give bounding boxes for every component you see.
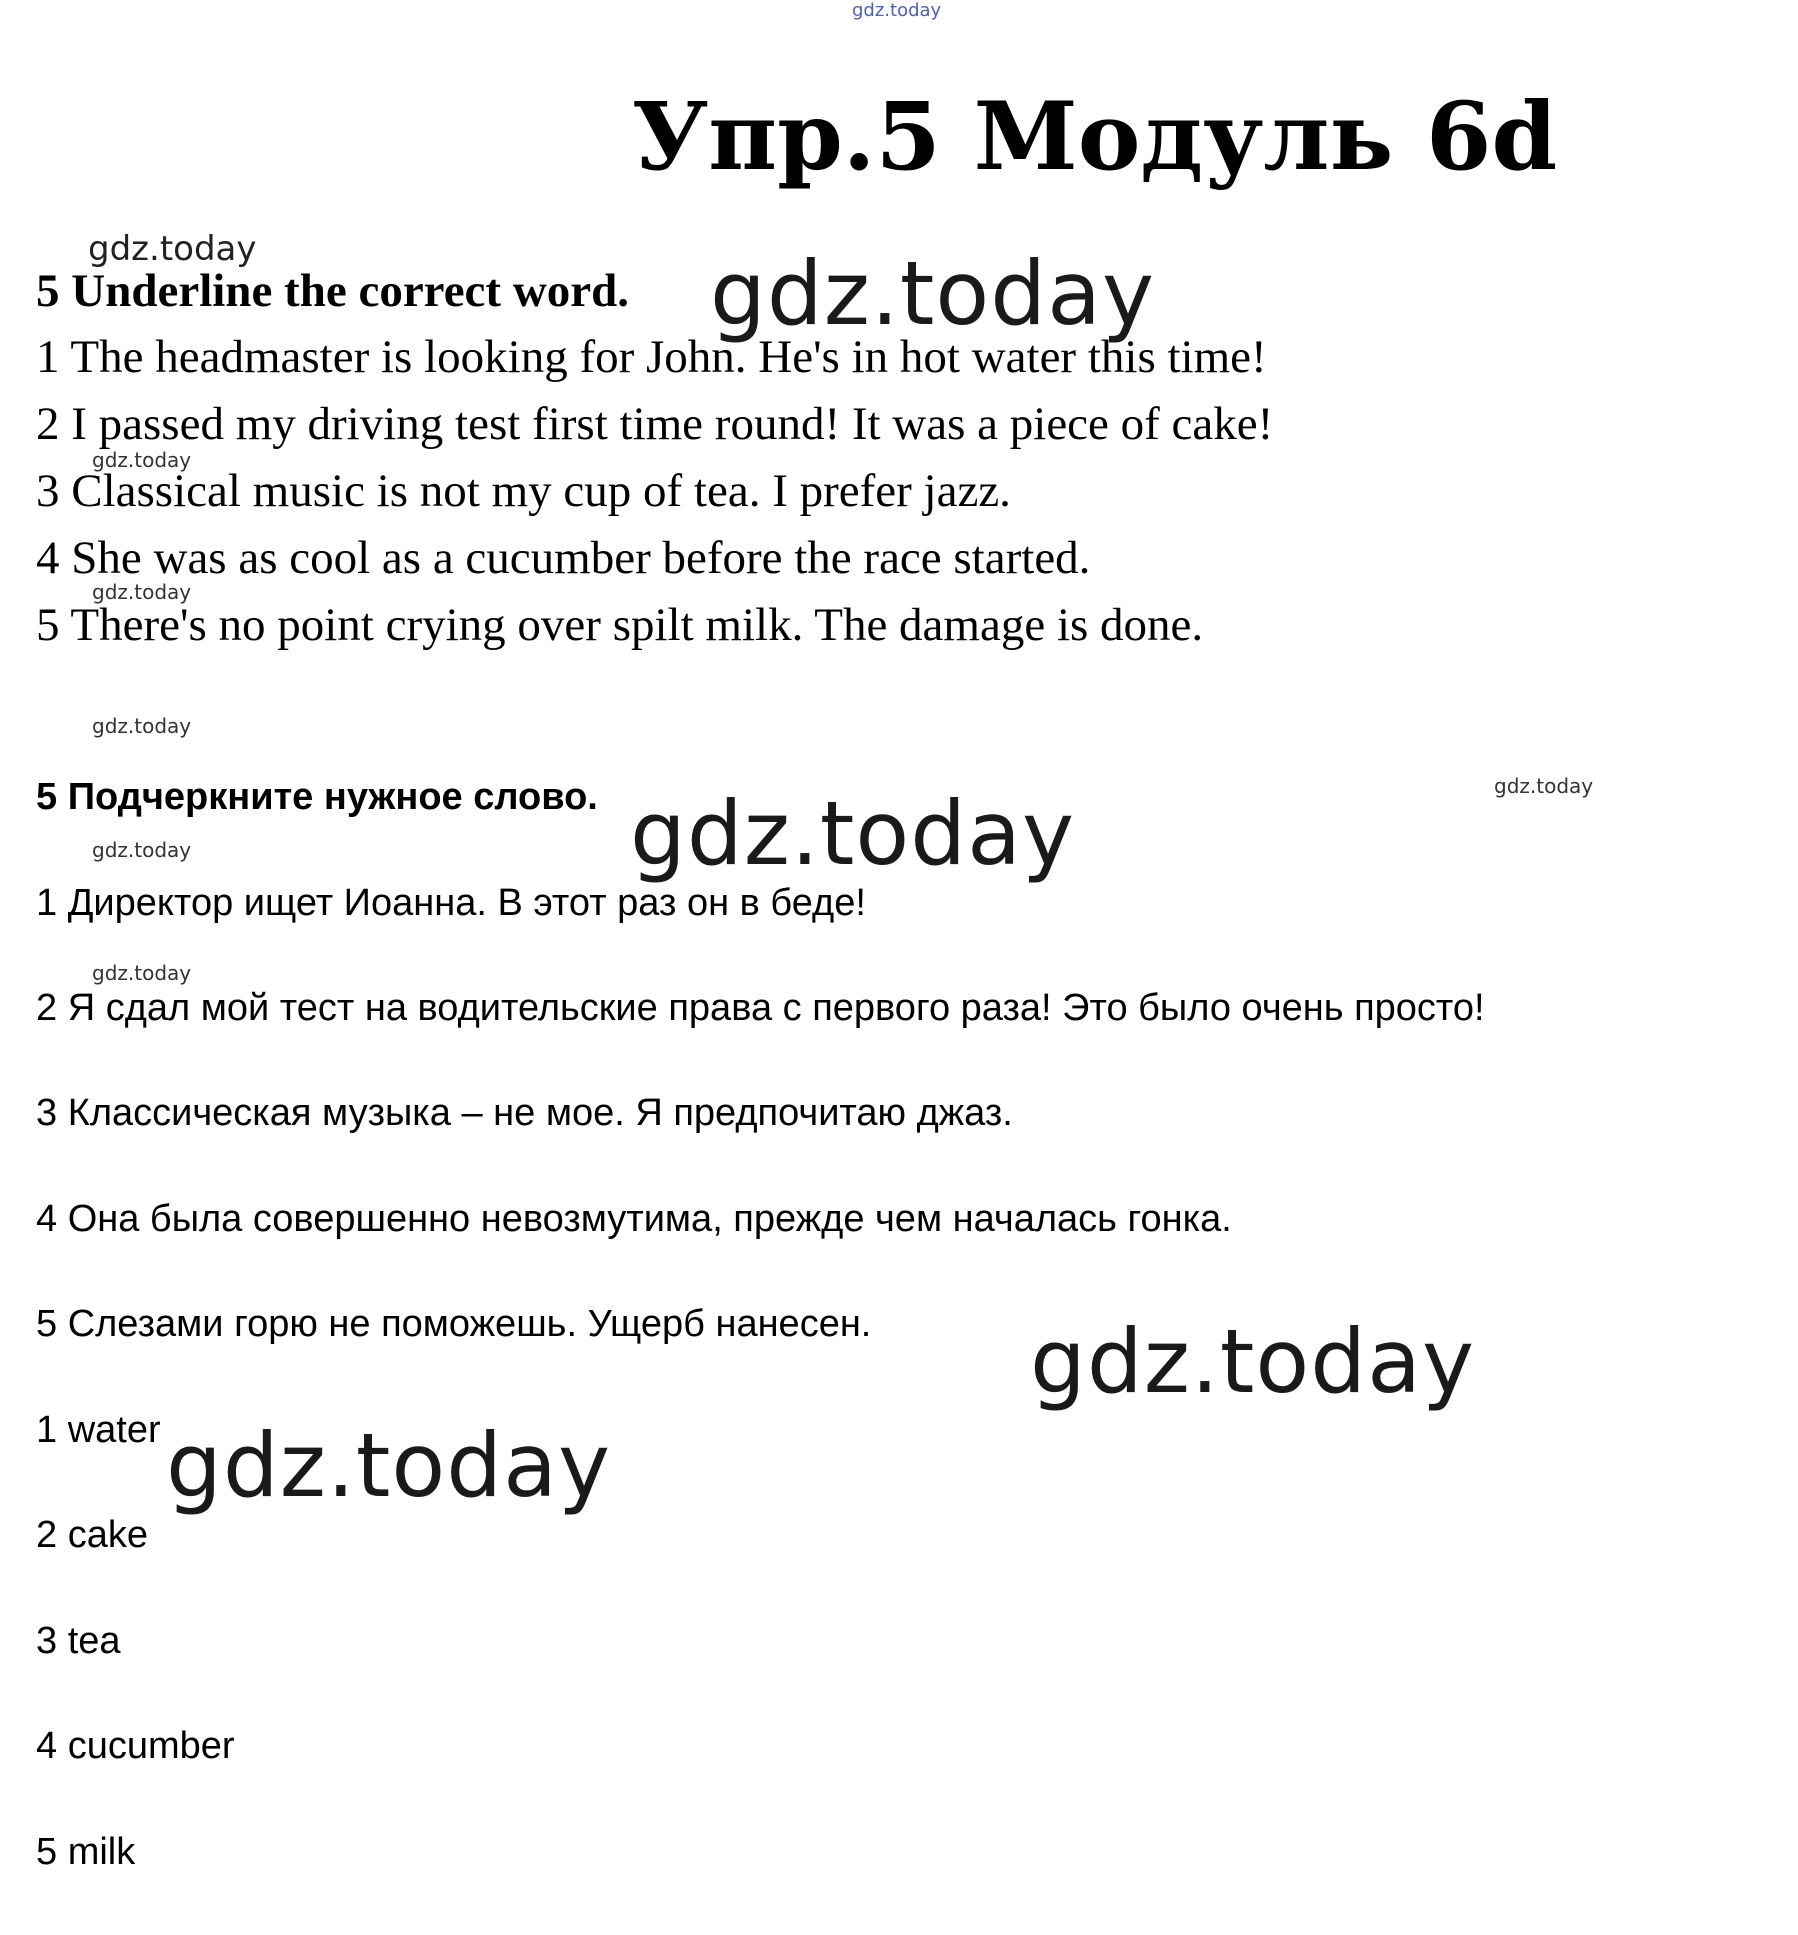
watermark-top: gdz.today	[852, 0, 942, 21]
english-item: 3 Classical music is not my cup of tea. I prefer jazz.	[36, 465, 1011, 517]
page-title: Упр.5 Модуль 6d	[632, 82, 1558, 192]
russian-heading: 5 Подчеркните нужное слово.	[36, 776, 598, 818]
answer-item: 4 cucumber	[36, 1725, 235, 1767]
answer-item: 5 milk	[36, 1831, 136, 1873]
english-item: 1 The headmaster is looking for John. He's in hot water this time!	[36, 331, 1267, 383]
watermark-label: gdz.today	[92, 961, 192, 985]
answer-item: 3 tea	[36, 1620, 121, 1662]
russian-item: 5 Слезами горю не поможешь. Ущерб нанесен.	[36, 1303, 872, 1345]
watermark-large: gdz.today	[710, 242, 1156, 345]
watermark-label: gdz.today	[92, 580, 192, 604]
russian-item: 4 Она была совершенно невозмутима, прежде чем началась гонка.	[36, 1198, 1232, 1240]
answer-item: 1 water	[36, 1409, 161, 1451]
watermark-large: gdz.today	[1030, 1310, 1476, 1413]
russian-item: 3 Классическая музыка – не мое. Я предпочитаю джаз.	[36, 1092, 1013, 1134]
watermark-label: gdz.today	[88, 229, 257, 269]
english-item: 5 There's no point crying over spilt milk. The damage is done.	[36, 599, 1204, 651]
watermark-label: gdz.today	[92, 838, 192, 862]
watermark-label: gdz.today	[92, 714, 192, 738]
watermark-large: gdz.today	[166, 1414, 612, 1517]
watermark-large: gdz.today	[630, 782, 1076, 885]
english-item: 2 I passed my driving test first time round! It was a piece of cake!	[36, 398, 1274, 450]
answer-item: 2 cake	[36, 1514, 148, 1556]
english-heading: 5 Underline the correct word.	[36, 265, 630, 317]
watermark-label: gdz.today	[92, 448, 192, 472]
english-item: 4 She was as cool as a cucumber before the race started.	[36, 532, 1091, 584]
russian-item: 2 Я сдал мой тест на водительские права с первого раза! Это было очень просто!	[36, 987, 1485, 1029]
watermark-label: gdz.today	[1494, 774, 1594, 798]
russian-item: 1 Директор ищет Иоанна. В этот раз он в беде!	[36, 882, 866, 924]
